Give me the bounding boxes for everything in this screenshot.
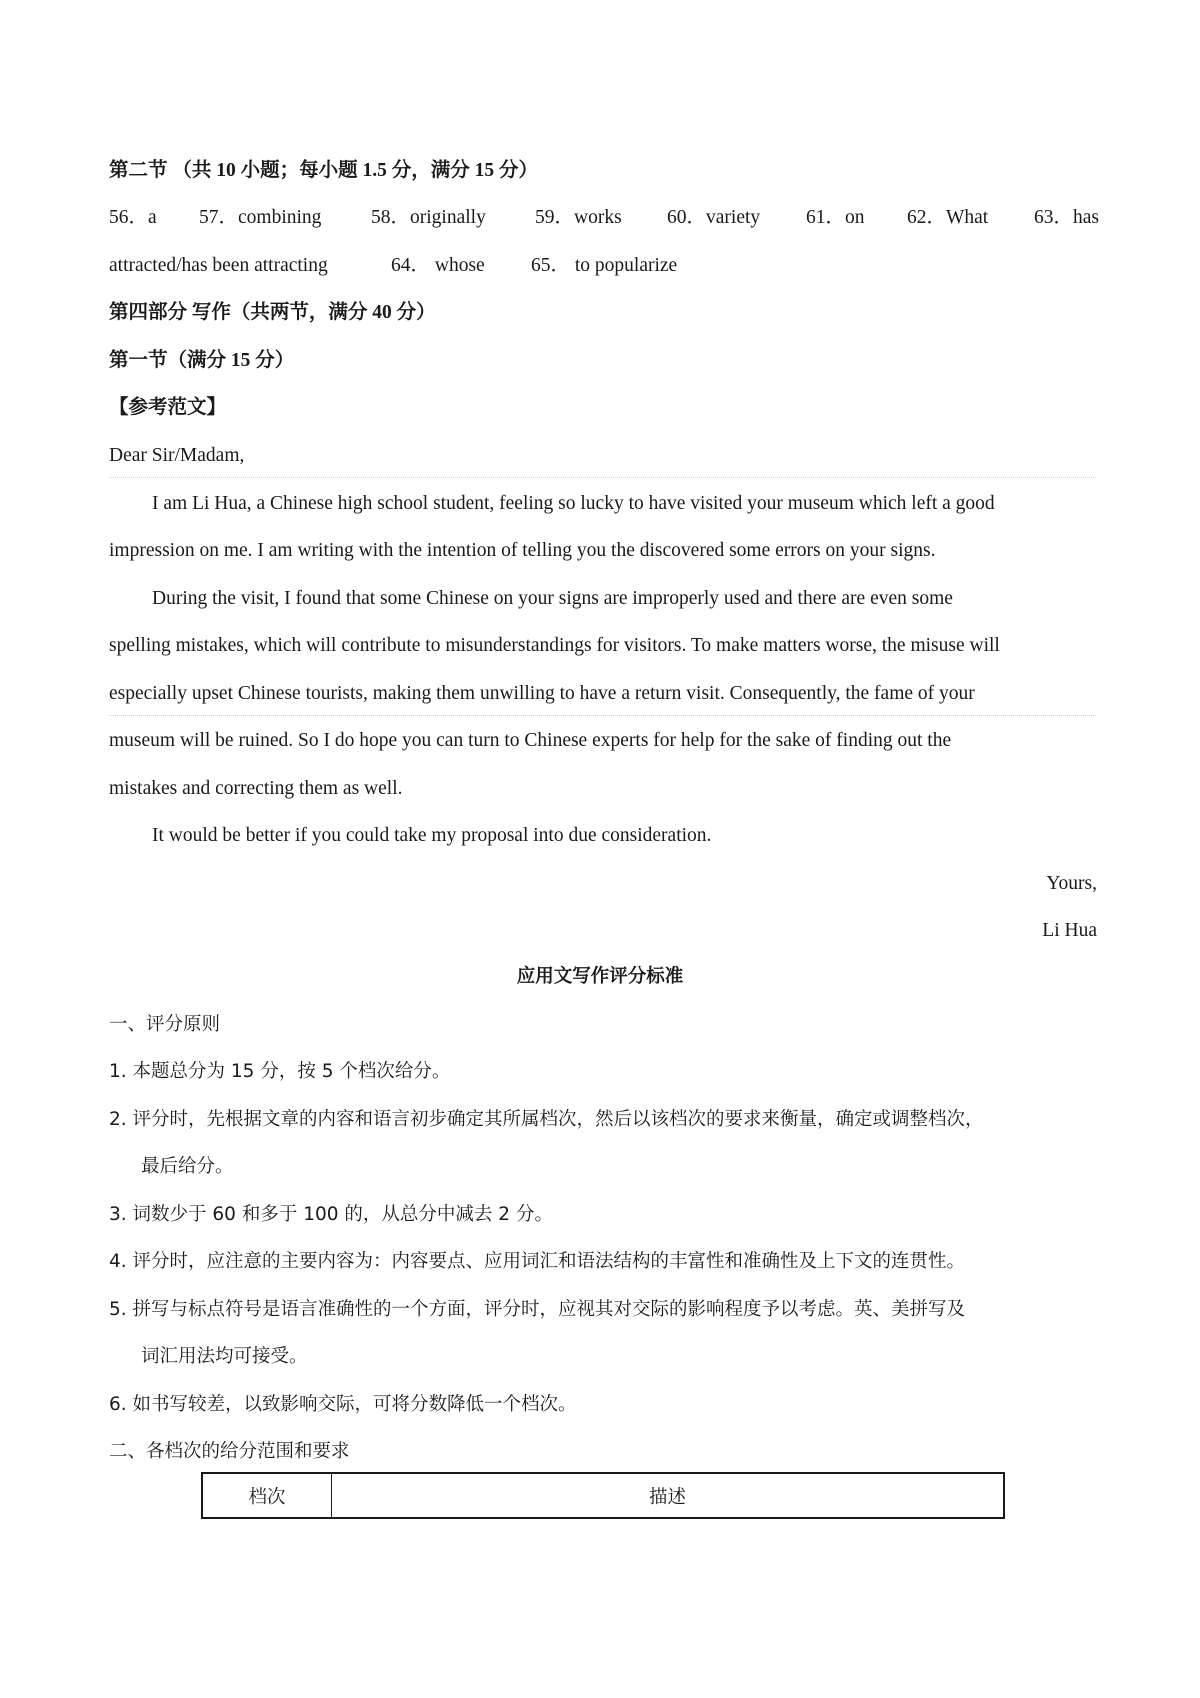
letter-paragraph-line: impression on me. I am writing with the intention of telling you the discovered some errors on your signs. — [109, 540, 936, 561]
answer-62: 62．What — [907, 207, 989, 228]
letter-greeting: Dear Sir/Madam, — [109, 445, 245, 466]
letter-paragraph-line: During the visit, I found that some Chinese on your signs are improperly used and there are even some — [152, 588, 953, 609]
dotted-divider — [109, 715, 1096, 716]
table-header-description: 描述 — [648, 1486, 686, 1508]
answer-56: 56．a — [109, 207, 157, 228]
letter-paragraph-line: spelling mistakes, which will contribute to misunderstandings for visitors. To make matters worse, the misuse will — [109, 635, 1000, 656]
letter-paragraph-line: especially upset Chinese tourists, making them unwilling to have a return visit. Consequently, the fame of your — [109, 683, 975, 704]
table-header-cell — [203, 1474, 332, 1517]
letter-signature: Li Hua — [1042, 920, 1097, 941]
part-title: 第四部分 写作（共两节，满分 40 分） — [109, 302, 436, 323]
answer-57: 57．combining — [199, 207, 322, 228]
rule-item-cont: 词汇用法均可接受。 — [141, 1346, 308, 1367]
answer-64: 64． whose — [391, 255, 485, 276]
answer-63: 63．has — [1034, 207, 1099, 228]
table-header-grade: 档次 — [248, 1486, 286, 1508]
answer-60: 60．variety — [667, 207, 761, 228]
rule-item: 1. 本题总分为 15 分，按 5 个档次给分。 — [109, 1061, 451, 1082]
section-title: 第二节 （共 10 小题；每小题 1.5 分，满分 15 分） — [109, 160, 539, 181]
ranges-heading: 二、各档次的给分范围和要求 — [109, 1441, 350, 1462]
rule-item-cont: 最后给分。 — [141, 1156, 234, 1177]
letter-paragraph-line: I am Li Hua, a Chinese high school student, feeling so lucky to have visited your museum which left a good — [152, 493, 995, 514]
rule-item: 5. 拼写与标点符号是语言准确性的一个方面，评分时，应视其对交际的影响程度予以考虑。英、美拼写及 — [109, 1299, 966, 1320]
rule-item: 4. 评分时，应注意的主要内容为：内容要点、应用词汇和语法结构的丰富性和准确性及上下文的连贯性。 — [109, 1251, 966, 1272]
sample-label: 【参考范文】 — [109, 397, 227, 418]
letter-closing: Yours, — [1046, 873, 1097, 894]
table-header-cell — [332, 1474, 1003, 1517]
answer-61: 61．on — [806, 207, 865, 228]
criteria-title: 应用文写作评分标准 — [516, 966, 684, 987]
answer-58: 58．originally — [371, 207, 486, 228]
answer-59: 59．works — [535, 207, 622, 228]
rule-item: 2. 评分时，先根据文章的内容和语言初步确定其所属档次，然后以该档次的要求来衡量，确定或调整档次， — [109, 1109, 984, 1130]
dotted-divider — [109, 477, 1096, 478]
rule-item: 3. 词数少于 60 和多于 100 的，从总分中减去 2 分。 — [109, 1204, 553, 1225]
answer-63-cont: attracted/has been attracting — [109, 255, 328, 276]
letter-paragraph-line: It would be better if you could take my proposal into due consideration. — [152, 825, 712, 846]
letter-paragraph-line: mistakes and correcting them as well. — [109, 778, 403, 799]
section-title: 第一节（满分 15 分） — [109, 350, 295, 371]
grade-table — [201, 1472, 1005, 1519]
rule-item: 6. 如书写较差，以致影响交际，可将分数降低一个档次。 — [109, 1394, 577, 1415]
principles-heading: 一、评分原则 — [109, 1014, 221, 1035]
letter-paragraph-line: museum will be ruined. So I do hope you can turn to Chinese experts for help for the sake of finding out the — [109, 730, 952, 751]
answer-65: 65． to popularize — [531, 255, 678, 276]
